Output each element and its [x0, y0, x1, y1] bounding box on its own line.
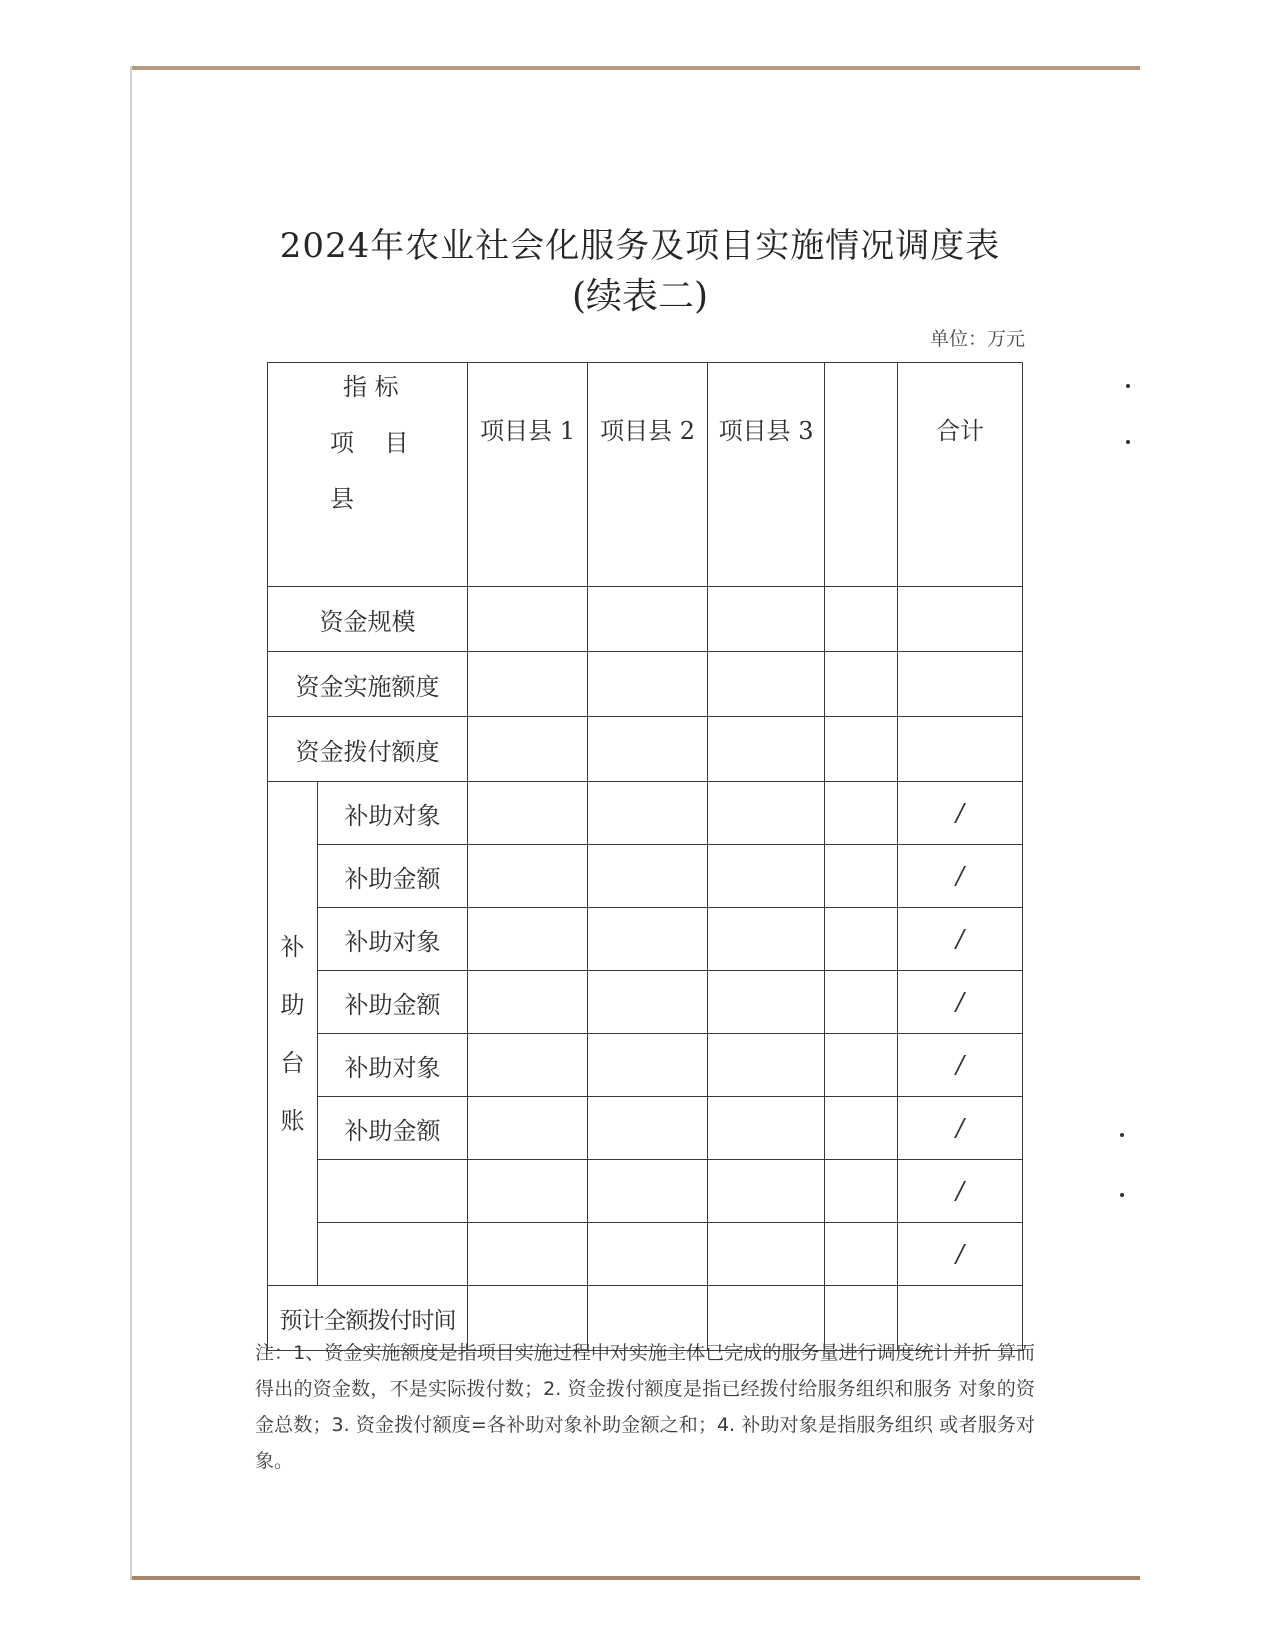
table-cell[interactable]: [588, 1034, 708, 1097]
table-cell[interactable]: [588, 1160, 708, 1223]
table-cell[interactable]: [708, 971, 825, 1034]
scan-dot: [1126, 440, 1130, 444]
scan-edge-left: [130, 66, 132, 1580]
table-cell[interactable]: [825, 1097, 898, 1160]
total-slash: /: [898, 1034, 1023, 1097]
table-cell[interactable]: [588, 908, 708, 971]
row-funding-disbursed: [268, 717, 1023, 782]
row-subsidy-1: [268, 782, 1023, 845]
row-label: 预计全额拨付时间: [268, 1286, 468, 1351]
scan-dot: [1126, 384, 1130, 388]
table-cell[interactable]: [468, 782, 588, 845]
table-cell[interactable]: [708, 1034, 825, 1097]
total-slash: /: [898, 782, 1023, 845]
table-cell[interactable]: [468, 1097, 588, 1160]
row-subsidy-7: [268, 1160, 1023, 1223]
table-cell[interactable]: [825, 971, 898, 1034]
header-row: [268, 363, 1023, 587]
table-cell[interactable]: [898, 652, 1023, 717]
table-cell[interactable]: [588, 717, 708, 782]
table-cell[interactable]: [825, 1160, 898, 1223]
table-cell[interactable]: [708, 782, 825, 845]
scan-dot: [1120, 1193, 1124, 1197]
row-label: 补助对象: [318, 782, 468, 845]
row-label[interactable]: [318, 1160, 468, 1223]
column-header-county-2: 项目县 2: [588, 363, 708, 587]
row-funding-implemented: [268, 652, 1023, 717]
row-label: 补助金额: [318, 1097, 468, 1160]
table-cell[interactable]: [588, 587, 708, 652]
group-char: 账: [280, 1106, 305, 1135]
table-cell[interactable]: [468, 908, 588, 971]
row-label: 资金拨付额度: [268, 717, 468, 782]
dispatch-table: [267, 362, 1023, 1351]
header-diagonal-county: 县: [330, 485, 354, 513]
table-cell[interactable]: [825, 717, 898, 782]
table-cell[interactable]: [825, 1223, 898, 1286]
row-subsidy-3: [268, 908, 1023, 971]
document-title: 2024年农业社会化服务及项目实施情况调度表: [279, 226, 1001, 266]
row-subsidy-4: [268, 971, 1023, 1034]
column-header-blank: [825, 363, 898, 587]
table-cell[interactable]: [825, 845, 898, 908]
row-subsidy-2: [268, 845, 1023, 908]
table-cell[interactable]: [708, 908, 825, 971]
table-cell[interactable]: [588, 971, 708, 1034]
row-label: 补助对象: [318, 1034, 468, 1097]
row-label: 资金规模: [268, 587, 468, 652]
table-cell[interactable]: [708, 1160, 825, 1223]
group-char: 助: [280, 990, 305, 1019]
row-subsidy-6: [268, 1097, 1023, 1160]
table-cell[interactable]: [588, 652, 708, 717]
row-label: 资金实施额度: [268, 652, 468, 717]
table-cell[interactable]: [588, 1097, 708, 1160]
group-char: 台: [280, 1048, 305, 1077]
table-cell[interactable]: [825, 782, 898, 845]
table-cell[interactable]: [588, 782, 708, 845]
document-subtitle: (续表二): [571, 276, 709, 317]
header-diagonal-project: 项 目: [330, 429, 409, 457]
total-slash: /: [898, 1223, 1023, 1286]
table-cell[interactable]: [825, 1034, 898, 1097]
scan-dot: [1120, 1133, 1124, 1137]
table-cell[interactable]: [825, 652, 898, 717]
table-cell[interactable]: [468, 587, 588, 652]
row-label: 补助金额: [318, 971, 468, 1034]
scan-edge-bottom: [130, 1576, 1140, 1580]
total-slash: /: [898, 1097, 1023, 1160]
total-slash: /: [898, 971, 1023, 1034]
table-cell[interactable]: [825, 587, 898, 652]
table-cell[interactable]: [708, 652, 825, 717]
unit-label: 单位：万元: [930, 328, 1026, 350]
table-cell[interactable]: [468, 717, 588, 782]
row-label[interactable]: [318, 1223, 468, 1286]
footnote: 注：1、资金实施额度是指项目实施过程中对实施主体已完成的服务量进行调度统计并折 算而得出的资金数，不是实际拨付数；2. 资金拨付额度是指已经拨付给服务组织和服务 对象的资金总数；3. 资金拨付额度=各补助对象补助金额之和；4. 补助对象是指服务组织 或者服务对象。: [255, 1342, 1035, 1472]
table-cell[interactable]: [825, 908, 898, 971]
row-subsidy-5: [268, 1034, 1023, 1097]
table-cell[interactable]: [468, 652, 588, 717]
column-header-total: 合计: [898, 363, 1023, 587]
table-cell[interactable]: [708, 587, 825, 652]
header-diagonal-indicator: 指 标: [343, 373, 399, 401]
table-cell[interactable]: [468, 1223, 588, 1286]
total-slash: /: [898, 1160, 1023, 1223]
table-cell[interactable]: [898, 587, 1023, 652]
table-cell[interactable]: [708, 1097, 825, 1160]
scan-edge-top: [130, 66, 1140, 70]
table-cell[interactable]: [898, 717, 1023, 782]
table-cell[interactable]: [588, 845, 708, 908]
table-cell[interactable]: [708, 1223, 825, 1286]
table-cell[interactable]: [588, 1223, 708, 1286]
total-slash: /: [898, 908, 1023, 971]
table-cell[interactable]: [708, 717, 825, 782]
header-diagonal-cell: [268, 363, 468, 587]
column-header-county-1: 项目县 1: [468, 363, 588, 587]
total-slash: /: [898, 845, 1023, 908]
row-funding-scale: [268, 587, 1023, 652]
table-cell[interactable]: [468, 845, 588, 908]
group-char: 补: [280, 932, 305, 961]
table-cell[interactable]: [468, 1034, 588, 1097]
table-cell[interactable]: [708, 845, 825, 908]
row-subsidy-8: [268, 1223, 1023, 1286]
subsidy-ledger-group-label: [268, 782, 318, 1286]
column-header-county-3: 项目县 3: [708, 363, 825, 587]
row-label: 补助金额: [318, 845, 468, 908]
row-label: 补助对象: [318, 908, 468, 971]
table-cell[interactable]: [468, 1160, 588, 1223]
table-cell[interactable]: [468, 971, 588, 1034]
